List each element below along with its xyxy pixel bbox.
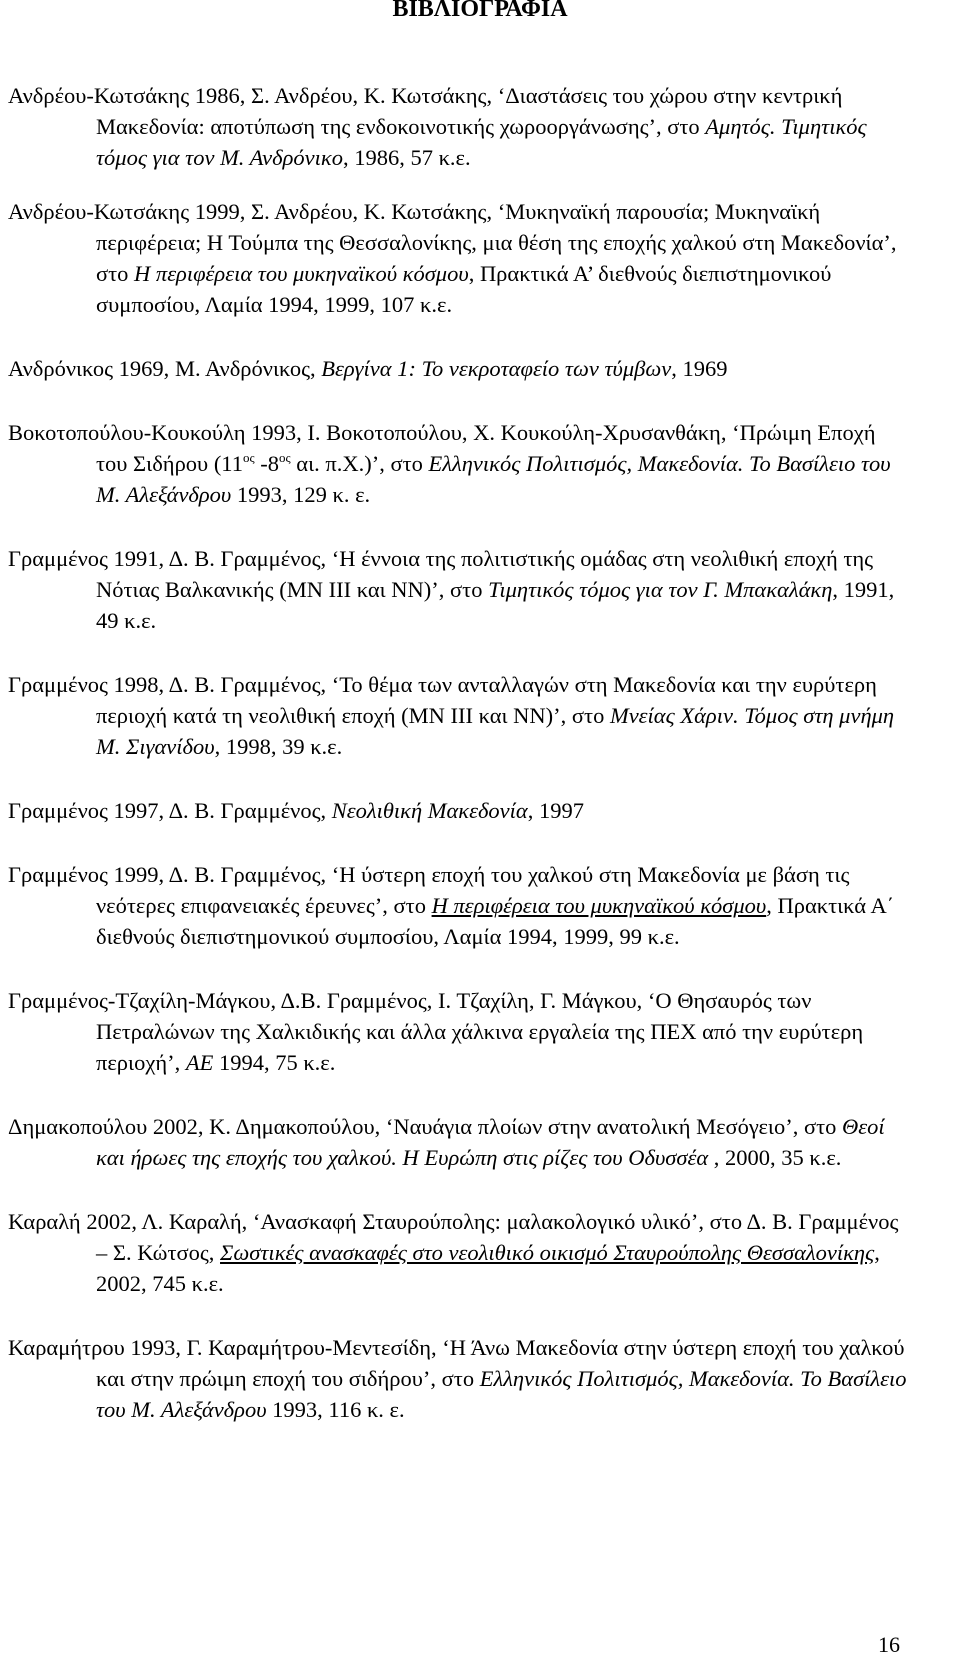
entry-tail: , 1997 <box>527 798 584 823</box>
entry-body: Δ.Β. Γραμμένος, Ι. Τζαχίλη, Γ. Μάγκου, ‘Ο Θησαυρός των Πετραλώνων της Χαλκιδικής και άλλα χάλκινα εργαλεία της ΠΕΧ από την ευρύτερη περιοχή’, <box>96 988 864 1075</box>
entry-key: Καραλή 2002, <box>8 1209 137 1234</box>
entry-key: Δημακοπούλου 2002, <box>8 1114 204 1139</box>
entry-source: Ελληνικός Πολιτισμός, Μακεδονία. Το Βασίλειο του Μ. Αλεξάνδρου <box>96 1366 907 1422</box>
entry-body: Σ. Ανδρέου, Κ. Κωτσάκης, ‘Μυκηναϊκή παρουσία; Μυκηναϊκή περιφέρεια; Η Τούμπα της Θεσσαλονίκης, μια θέση της εποχής χαλκού στη Μακεδονία’, στο <box>96 199 897 286</box>
bibliography-entry <box>8 859 908 952</box>
entry-key: Ανδρόνικος 1969, <box>8 356 170 381</box>
entry-tail: , 1969 <box>671 356 728 381</box>
entry-tail: , 1986, 57 κ.ε. <box>342 145 471 170</box>
page-number: 16 <box>878 1632 900 1657</box>
entry-body: Σ. Ανδρέου, Κ. Κωτσάκης, ‘Διαστάσεις του χώρου στην κεντρική Μακεδονία: αποτύπωση της ενδοκοινοτικής χωροοργάνωσης’, στο <box>96 83 843 139</box>
entry-key: Γραμμένος 1998, <box>8 672 165 697</box>
entry-body: Δ. Β. Γραμμένος, ‘Η ύστερη εποχή του χαλκού στη Μακεδονία με βάση τις νεότερες επιφανειακές έρευνες’, στο <box>96 862 850 918</box>
bibliography-entry <box>8 417 908 510</box>
entry-tail: , Πρακτικά Α’ διεθνούς διεπιστημονικού συμποσίου, Λαμία 1994, 1999, 107 κ.ε. <box>96 261 832 317</box>
entry-body: Δ. Β. Γραμμένος, <box>164 798 332 823</box>
entry-tail: , 1991, 49 κ.ε. <box>96 577 895 633</box>
bibliography-entry <box>8 353 908 384</box>
entry-source: Ελληνικός Πολιτισμός, Μακεδονία. Το Βασίλειο του Μ. Αλεξάνδρου <box>96 451 891 507</box>
entry-key: Γραμμένος 1997, <box>8 798 165 823</box>
entry-key: Γραμμένος 1991, <box>8 546 165 571</box>
entry-key: Γραμμένος-Τζαχίλη-Μάγκου, <box>8 988 277 1013</box>
entry-body-continued: αι. π.Χ.)’, στο <box>290 451 429 476</box>
entry-source: Τιμητικός τόμος για τον Γ. Μπακαλάκη <box>488 577 833 602</box>
entry-source: Η περιφέρεια του μυκηναϊκού κόσμου <box>134 261 469 286</box>
entry-tail: , Πρακτικά Α΄ διεθνούς διεπιστημονικού συμποσίου, Λαμία 1994, 1999, 99 κ.ε. <box>96 893 895 949</box>
entry-key: Καραμήτρου 1993, <box>8 1335 181 1360</box>
entry-body: Ι. Βοκοτοπούλου, Χ. Κουκούλη-Χρυσανθάκη, ‘Πρώιμη Εποχή του Σιδήρου (11 <box>96 420 876 476</box>
bibliography-entry <box>8 1206 908 1299</box>
entry-tail: 1994, 75 κ.ε. <box>213 1050 336 1075</box>
entry-body: Μ. Ανδρόνικος, <box>169 356 322 381</box>
entry-body: Κ. Δημακοπούλου, ‘Ναυάγια πλοίων στην ανατολική Μεσόγειο’, στο <box>203 1114 843 1139</box>
entry-source: ΑΕ <box>185 1050 214 1075</box>
entry-tail: , 1998, 39 κ.ε. <box>214 734 343 759</box>
entry-tail: 1993, 129 κ. ε. <box>231 482 371 507</box>
superscript-ordinal: ος <box>279 450 291 465</box>
entry-source: Αμητός. Τιμητικός τόμος για τον Μ. Ανδρόνικο <box>96 114 867 170</box>
bibliography-entry <box>8 1111 908 1173</box>
entry-tail: 1993, 116 κ. ε. <box>266 1397 405 1422</box>
entry-mid: -8 <box>254 451 280 476</box>
bibliography-entry <box>8 795 908 826</box>
bibliography-entry <box>8 80 908 173</box>
entry-source: Θεοί και ήρωες της εποχής του χαλκού. Η Ευρώπη στις ρίζες του Οδυσσέα <box>96 1114 885 1170</box>
entry-key: Γραμμένος 1999, <box>8 862 165 887</box>
entry-key: Βοκοτοπούλου-Κουκούλη 1993, <box>8 420 302 445</box>
entry-key: Ανδρέου-Κωτσάκης 1986, <box>8 83 246 108</box>
entry-tail: , 2000, 35 κ.ε. <box>708 1145 842 1170</box>
entry-source: Η περιφέρεια του μυκηναϊκού κόσμου <box>431 893 767 918</box>
entry-body: Δ. Β. Γραμμένος, ‘Η έννοια της πολιτιστικής ομάδας στη νεολιθική εποχή της Νότιας Βαλκανικής (ΜΝ ΙΙΙ και ΝΝ)’, στο <box>96 546 874 602</box>
bibliography-entry <box>8 1332 908 1425</box>
entry-source: Νεολιθική Μακεδονία <box>331 798 528 823</box>
entry-body: Δ. Β. Γραμμένος, ‘Το θέμα των ανταλλαγών στη Μακεδονία και την ευρύτερη περιοχή κατά τη νεολιθική εποχή (ΜΝ ΙΙΙ και ΝΝ)’, στο <box>96 672 877 728</box>
page-title: ΒΙΒΛΙΟΓΡΑΦΙΑ <box>392 0 568 22</box>
entry-source: Σωστικές ανασκαφές στο νεολιθικό οικισμό Σταυρούπολης Θεσσαλονίκης <box>220 1240 875 1265</box>
bibliography-entry <box>8 543 908 636</box>
entry-body: Γ. Καραμήτρου-Μεντεσίδη, ‘Η Άνω Μακεδονία στην ύστερη εποχή του χαλκού και στην πρώιμη εποχή του σιδήρου’, στο <box>96 1335 905 1391</box>
entry-key: Ανδρέου-Κωτσάκης 1999, <box>8 199 246 224</box>
entry-source: Βεργίνα 1: Το νεκροταφείο των τύμβων <box>321 356 672 381</box>
superscript-ordinal: ος <box>242 450 255 465</box>
bibliography-entry <box>8 196 908 320</box>
entry-body: Λ. Καραλή, ‘Ανασκαφή Σταυρούπολης: μαλακολογικό υλικό’, στο Δ. Β. Γραμμένος – Σ. Κώτσος, <box>96 1209 899 1265</box>
entry-tail: , 2002, 745 κ.ε. <box>96 1240 880 1296</box>
entry-source: Μνείας Χάριν. Τόμος στη μνήμη Μ. Σιγανίδου <box>96 703 895 759</box>
bibliography-list <box>8 80 908 1458</box>
bibliography-entry <box>8 669 908 762</box>
bibliography-entry <box>8 985 908 1078</box>
